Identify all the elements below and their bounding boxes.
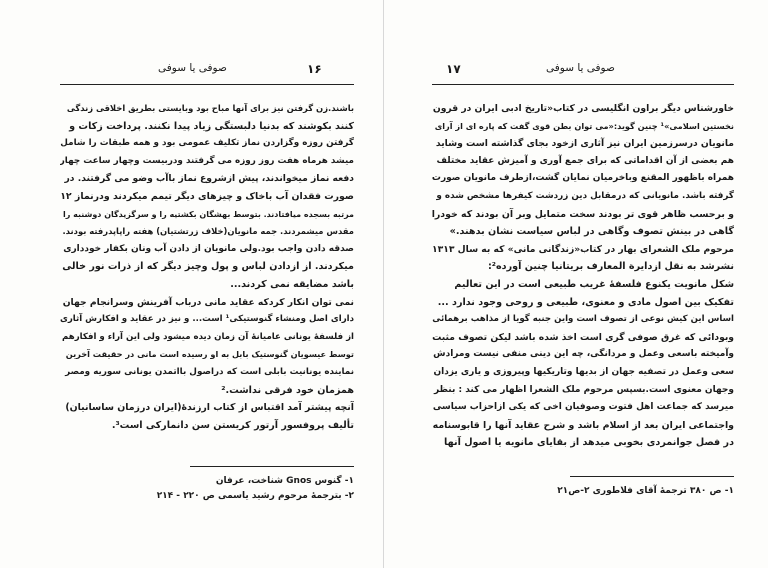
footnote-rule [190, 466, 354, 467]
page-body-text [432, 100, 734, 452]
footnote: ۱- گنوس Gnos شناخت، عرفان [215, 476, 354, 486]
text-line: مرتبه بسجده میافتادند. بتوسط بهشگان بکشتیه را و سرگزیدگان دوشنبه را [62, 209, 354, 219]
text-line: گاهی در بینش تصوف وگاهی در لباس سیاست نشان بدهند.» [449, 226, 734, 238]
running-title: صوفی یا سوفی [546, 62, 615, 74]
text-line: تفکیک بین اصول مادی و معنوی، طبیعی و روحی وجود ندارد ... [437, 296, 734, 308]
text-line: هم بعضی از آن اقداماتی که برای جمع آوری و آمیزش عقاید مختلف [436, 155, 734, 166]
text-line: از فلسفهٔ یونانی عامیانهٔ آن زمان دیده میشود ولی این آراء و افکارهم [62, 331, 354, 342]
text-line: مرحوم ملک الشعرای بهار در کتاب«زندگانی مانی» که به سال ۱۳۱۳ [432, 243, 734, 255]
text-line: آنچه پیشتر آمد اقتباس از کتاب ارزندهٔ(ایران درزمان ساسانیان) [65, 402, 354, 414]
text-line: دفعه نماز میخواندند، پیش ازشروع نماز باآب وضو می گرفتند. در [64, 173, 354, 185]
text-line: در فصل جوانمردی بخوبی میدهد از بقایای مانویه یا اصول آنها [444, 437, 734, 449]
text-line: تألیف پروفسور آرتور کریستن سن دانمارکی است³. [111, 419, 354, 431]
text-line: باشد مضایقه نمی کردند... [230, 278, 354, 290]
text-line: سعی وعمل در تصفیه جهان از بدیها وتاریکیها وپیروزی و یاری یزدان [433, 366, 734, 377]
text-line: میشد هرماه هفت روز روزه می گرفتند ودربیست وچهار ساعت چهار [60, 155, 354, 166]
page-number: ۱۶ [307, 62, 322, 76]
text-line: نمی توان انکار کردکه عقاید مانی درباب آفرینش وسرانجام جهان [62, 296, 354, 308]
text-line: وآمیخته باسعی وعمل و مردانگی، چه این دینی منفی نیست ومرادش [433, 349, 734, 360]
text-line: کنند بکوشند که بدنیا دلبستگی زیاد پیدا نکنند. پرداخت زکات و [69, 120, 354, 132]
text-line: و برحسب ظاهر قوی تر بودند سخت متمایل وبر آن بودند که خودرا [432, 208, 734, 220]
footnotes [432, 484, 734, 499]
footnotes [60, 474, 354, 504]
footnote: ۱- ص ۳۸۰ ترجمهٔ آقای فلاطوری ۲-ص۲۱ [557, 486, 734, 496]
running-title: صوفی یا سوفی [158, 62, 227, 74]
text-line: باشند.زن گرفتن نیز برای آنها مباح بود وبایستی بطریق اخلاقی زندگی [66, 103, 354, 113]
right-page [384, 0, 768, 568]
text-line: نماینده یونانیت بابلی است که دراصول بااتمدن یونانی سوریه ومصر [65, 366, 354, 377]
text-line: نخستین اسلامی»¹ چنین گوید:«می توان بطن قوی گفت که پاره ای از آرای [434, 120, 734, 131]
header-rule [432, 84, 734, 85]
text-line: مقدس میشمردند. جمه مانویان(خلاف زرتشتیان) هفته راپاپدرفته بودند. [62, 226, 354, 237]
text-line: صورت فقدان آب باخاک و چیزهای دیگر تیمم میکردند ودرنماز ۱۲ [60, 190, 354, 202]
text-line: اساس این کیش نوعی از تصوف است واین جنبه گویا از مذاهب برهمائی [432, 314, 734, 325]
text-line: دارای اصل ومنشاء گنوستیکی¹ است... و نیز در عقاید و افکارش آثاری [60, 314, 354, 325]
text-line: میرسد که جماعت اهل فتوت وصوفیان اخی که یکی ازاحزاب سیاسی [432, 402, 734, 413]
text-line: میکردند. از ازدادن لباس و پول وچیز دیگر که از ذرات نور خالی [62, 261, 354, 273]
text-line: مانویان درسرزمین ایران نیز آثاری ازخود بجای گذاشته است وشاید [435, 138, 734, 150]
text-line: همراه باظهور المقنع وباخرمیان نمایان گشت،ازطرف مانویان صورت [432, 173, 734, 184]
text-line: نشرشد به نقل ازدایرة المعارف بریتانیا چنین آورده²: [487, 261, 734, 273]
text-line: واجتماعی ایران بعد از اسلام باشد و شرح عقاید آنها را قابوسنامه [432, 419, 734, 431]
text-line: گرفته باشد. مانویانی که درمقابل دین زردشت کیفرها مشخص شده و [436, 190, 734, 201]
text-line: وجهان معنوی است.بسپس مرحوم ملک الشعرا اظهار می کند : بنظر [433, 384, 734, 395]
page-number: ۱۷ [446, 62, 461, 76]
footnote-rule [570, 476, 734, 477]
page-body-text [60, 100, 354, 434]
text-line: وبودائی که غرق صوفی گری است اخذ شده باشد لیکن تصوف مثبت [432, 331, 734, 343]
text-line: صدقه دادن واجب بود.ولی مانویان از دادن آب ونان بکفار خودداری [63, 243, 354, 254]
footnote: ۲- بترجمهٔ مرحوم رشید یاسمی ص ۲۲۰ - ۲۱۴ [156, 491, 354, 501]
text-line: شکل مانویت یکنوع فلسفهٔ غریب طبیعی است در این تعالیم [454, 278, 734, 290]
text-line: خاورشناس دیگر براون انگلیسی در کتاب«تاریخ ادبی ایران در قرون [432, 103, 734, 114]
text-line: گرفتن روزه وگزاردن نماز تکلیف عمومی بود و همه طبقات را شامل [60, 138, 354, 149]
text-line: توسط عیسویان گنوستیک بابل به او رسیده است مانی در حقیقت آخرین [65, 349, 354, 360]
header-rule [60, 84, 354, 85]
text-line: همزمان خود فرقی نداشت.² [221, 384, 354, 396]
